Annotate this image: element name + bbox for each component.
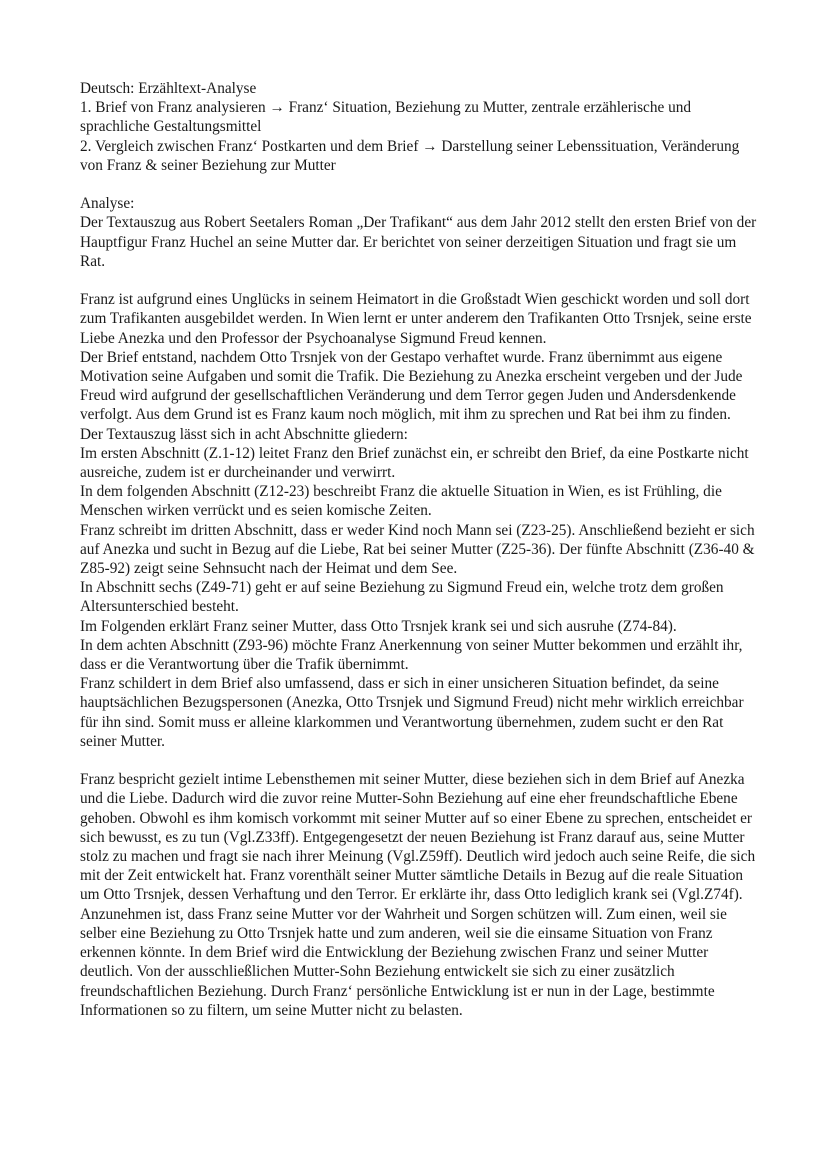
- task-1: 1. Brief von Franz analysieren → Franz‘ Situation, Beziehung zu Mutter, zentrale erzählerische und sprachliche Gestaltungsmittel: [80, 99, 692, 136]
- paragraph-section-8: In dem achten Abschnitt (Z93-96) möchte Franz Anerkennung von seiner Mutter bekommen und erzählt ihr, dass er die Verantwortung über die Trafik übernimmt.: [80, 636, 743, 674]
- task-2: 2. Vergleich zwischen Franz‘ Postkarten und dem Brief → Darstellung seiner Lebenssituation, Veränderung von Franz & seiner Beziehung zur Mutter: [80, 137, 740, 174]
- paragraph-section-2: In dem folgenden Abschnitt (Z12-23) beschreibt Franz die aktuelle Situation in Wien, es ist Frühling, die Menschen wirken verrückt und es seien komische Zeiten.: [80, 483, 722, 520]
- paragraph-relationship-analysis: Franz bespricht gezielt intime Lebensthemen mit seiner Mutter, diese beziehen sich in dem Brief auf Anezka und die Liebe. Dadurch wird die zuvor reine Mutter-Sohn Beziehung auf eine eher freundschaftliche Ebene gehoben. Obwohl es ihm komisch vorkommt mit seiner Mutter auf so einer Ebene zu sprechen, entscheidet er sich bewusst, es zu tun (Vgl.Z33ff). Entgegengesetzt der neuen Beziehung ist Franz darauf aus, seine Mutter stolz zu machen und fragt sie nach ihrer Meinung (Vgl.Z59ff). Deutlich wird jedoch auch seine Reife, die sich mit der Zeit entwickelt hat. Franz vorenthält seiner Mutter sämtliche Details in Bezug auf die reale Situation um Otto Trsnjek, dessen Verhaftung und den Terror. Er erklärte ihr, dass Otto lediglich krank sei (Vgl.Z74f). Anzunehmen ist, dass Franz seine Mutter vor der Wahrheit und Sorgen schützen will. Zum einen, weil sie selber eine Beziehung zu Otto Trsnjek hatte und zum anderen, weil sie die einsame Situation von Franz erkennen könnte. In dem Brief wird die Entwicklung der Beziehung zwischen Franz und seiner Mutter deutlich. Von der ausschließlichen Mutter-Sohn Beziehung entwickelt sie sich zu einer zusätzlich freundschaftlichen Beziehung. Durch Franz‘ persönliche Entwicklung ist er nun in der Lage, bestimmte Informationen so zu filtern, um seine Mutter nicht zu belasten.: [80, 771, 756, 1019]
- paragraph-section-3-5: Franz schreibt im dritten Abschnitt, dass er weder Kind noch Mann sei (Z23-25). Anschließend bezieht er sich auf Anezka und sucht in Bezug auf die Liebe, Rat bei seiner Mutter (Z25-36). Der fünfte Abschnitt (Z36-40 & Z85-92) zeigt seine Sehnsucht nach der Heimat und dem See.: [80, 521, 755, 578]
- document-title: Deutsch: Erzähltext-Analyse: [80, 80, 257, 97]
- paragraph-context: Der Brief entstand, nachdem Otto Trsnjek von der Gestapo verhaftet wurde. Franz übernimmt aus eigene Motivation seine Aufgaben und somit die Trafik. Die Beziehung zu Anezka erscheint vergeben und der Jude Freud wird aufgrund der gesellschaftlichen Veränderung und dem Terror gegen Juden und Andersdenkende verfolgt. Aus dem Grund ist es Franz kaum noch möglich, mit ihm zu sprechen und Rat bei ihm zu finden.: [80, 348, 743, 424]
- paragraph-section-7: Im Folgenden erklärt Franz seiner Mutter, dass Otto Trsnjek krank sei und sich ausruhe (Z74-84).: [80, 617, 677, 635]
- analysis-heading: Analyse:: [80, 195, 135, 213]
- document-body: [80, 79, 762, 1020]
- paragraph-section-1: Im ersten Abschnitt (Z.1-12) leitet Franz den Brief zunächst ein, er schreibt den Brief, da eine Postkarte nicht ausreiche, zudem ist er durcheinander und verwirrt.: [80, 444, 749, 482]
- paragraph-structure-intro: Der Textauszug lässt sich in acht Abschnitte gliedern:: [80, 425, 408, 443]
- spacer: [80, 751, 762, 770]
- paragraph-section-6: In Abschnitt sechs (Z49-71) geht er auf seine Beziehung zu Sigmund Freud ein, welche trotz dem großen Altersunterschied besteht.: [80, 579, 724, 616]
- spacer: [80, 175, 762, 194]
- paragraph-background: Franz ist aufgrund eines Unglücks in seinem Heimatort in die Großstadt Wien geschickt worden und soll dort zum Trafikanten ausgebildet werden. In Wien lernt er unter anderem den Trafikanten Otto Trsnjek, seine erste Liebe Anezka und den Professor der Psychoanalyse Sigmund Freud kennen.: [80, 291, 752, 347]
- spacer: [80, 271, 762, 290]
- analysis-intro: Der Textauszug aus Robert Seetalers Roman „Der Trafikant“ aus dem Jahr 2012 stellt den ersten Brief von der Hauptfigur Franz Huchel an seine Mutter dar. Er berichtet von seiner derzeitigen Situation und fragt sie um Rat.: [80, 214, 757, 270]
- paragraph-summary: Franz schildert in dem Brief also umfassend, dass er sich in einer unsicheren Situation befindet, da seine hauptsächlichen Bezugspersonen (Anezka, Otto Trsnjek und Sigmund Freud) nicht mehr wirklich erreichbar für ihn sind. Somit muss er alleine klarkommen und Verantwortung übernehmen, zudem sucht er den Rat seiner Mutter.: [80, 675, 744, 750]
